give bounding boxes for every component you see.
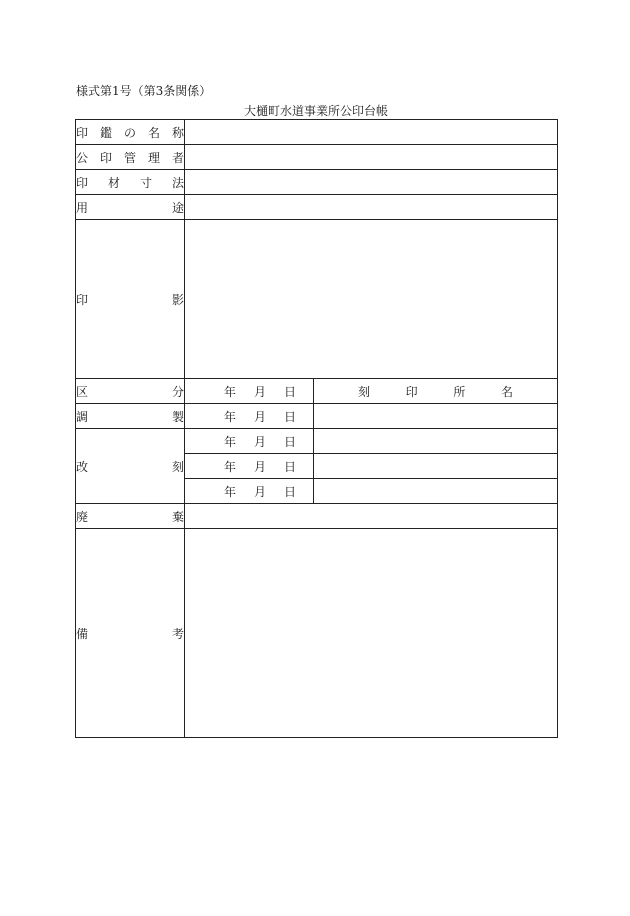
label-material-size: 印 材 寸 法 xyxy=(76,170,185,195)
field-impression[interactable] xyxy=(185,220,558,379)
field-re-engraving-engraver-2[interactable] xyxy=(314,454,558,479)
header-engraver-name: 刻 印 所 名 xyxy=(314,379,558,404)
label-seal-manager: 公 印 管 理 者 xyxy=(76,145,185,170)
field-disposal[interactable] xyxy=(185,504,558,529)
row-material-size xyxy=(76,170,558,195)
field-material-size[interactable] xyxy=(185,170,558,195)
row-re-engraving-1 xyxy=(76,429,558,454)
field-usage[interactable] xyxy=(185,195,558,220)
field-remarks[interactable] xyxy=(185,529,558,738)
header-date: 年 月 日 xyxy=(185,379,314,404)
form-number: 様式第1号（第3条関係） xyxy=(76,84,212,98)
label-usage: 用 途 xyxy=(76,195,185,220)
field-re-engraving-date-2[interactable]: 年 月 日 xyxy=(185,454,314,479)
field-re-engraving-date-3[interactable]: 年 月 日 xyxy=(185,479,314,504)
row-disposal xyxy=(76,504,558,529)
row-impression xyxy=(76,220,558,379)
label-category: 区 分 xyxy=(76,379,185,404)
field-seal-manager[interactable] xyxy=(185,145,558,170)
label-seal-name: 印 鑑 の 名 称 xyxy=(76,120,185,145)
label-disposal: 廃 棄 xyxy=(76,504,185,529)
row-usage xyxy=(76,195,558,220)
label-impression: 印 影 xyxy=(76,220,185,379)
label-production: 調 製 xyxy=(76,404,185,429)
row-remarks xyxy=(76,529,558,738)
row-seal-manager xyxy=(76,145,558,170)
field-re-engraving-date-1[interactable]: 年 月 日 xyxy=(185,429,314,454)
row-seal-name xyxy=(76,120,558,145)
field-re-engraving-engraver-1[interactable] xyxy=(314,429,558,454)
field-seal-name[interactable] xyxy=(185,120,558,145)
field-production-date[interactable]: 年 月 日 xyxy=(185,404,314,429)
field-production-engraver[interactable] xyxy=(314,404,558,429)
field-re-engraving-engraver-3[interactable] xyxy=(314,479,558,504)
form-title: 大樋町水道事業所公印台帳 xyxy=(243,104,388,118)
seal-ledger-table xyxy=(75,119,558,738)
row-production xyxy=(76,404,558,429)
row-category xyxy=(76,379,558,404)
label-remarks: 備 考 xyxy=(76,529,185,738)
label-re-engraving: 改 刻 xyxy=(76,429,185,504)
